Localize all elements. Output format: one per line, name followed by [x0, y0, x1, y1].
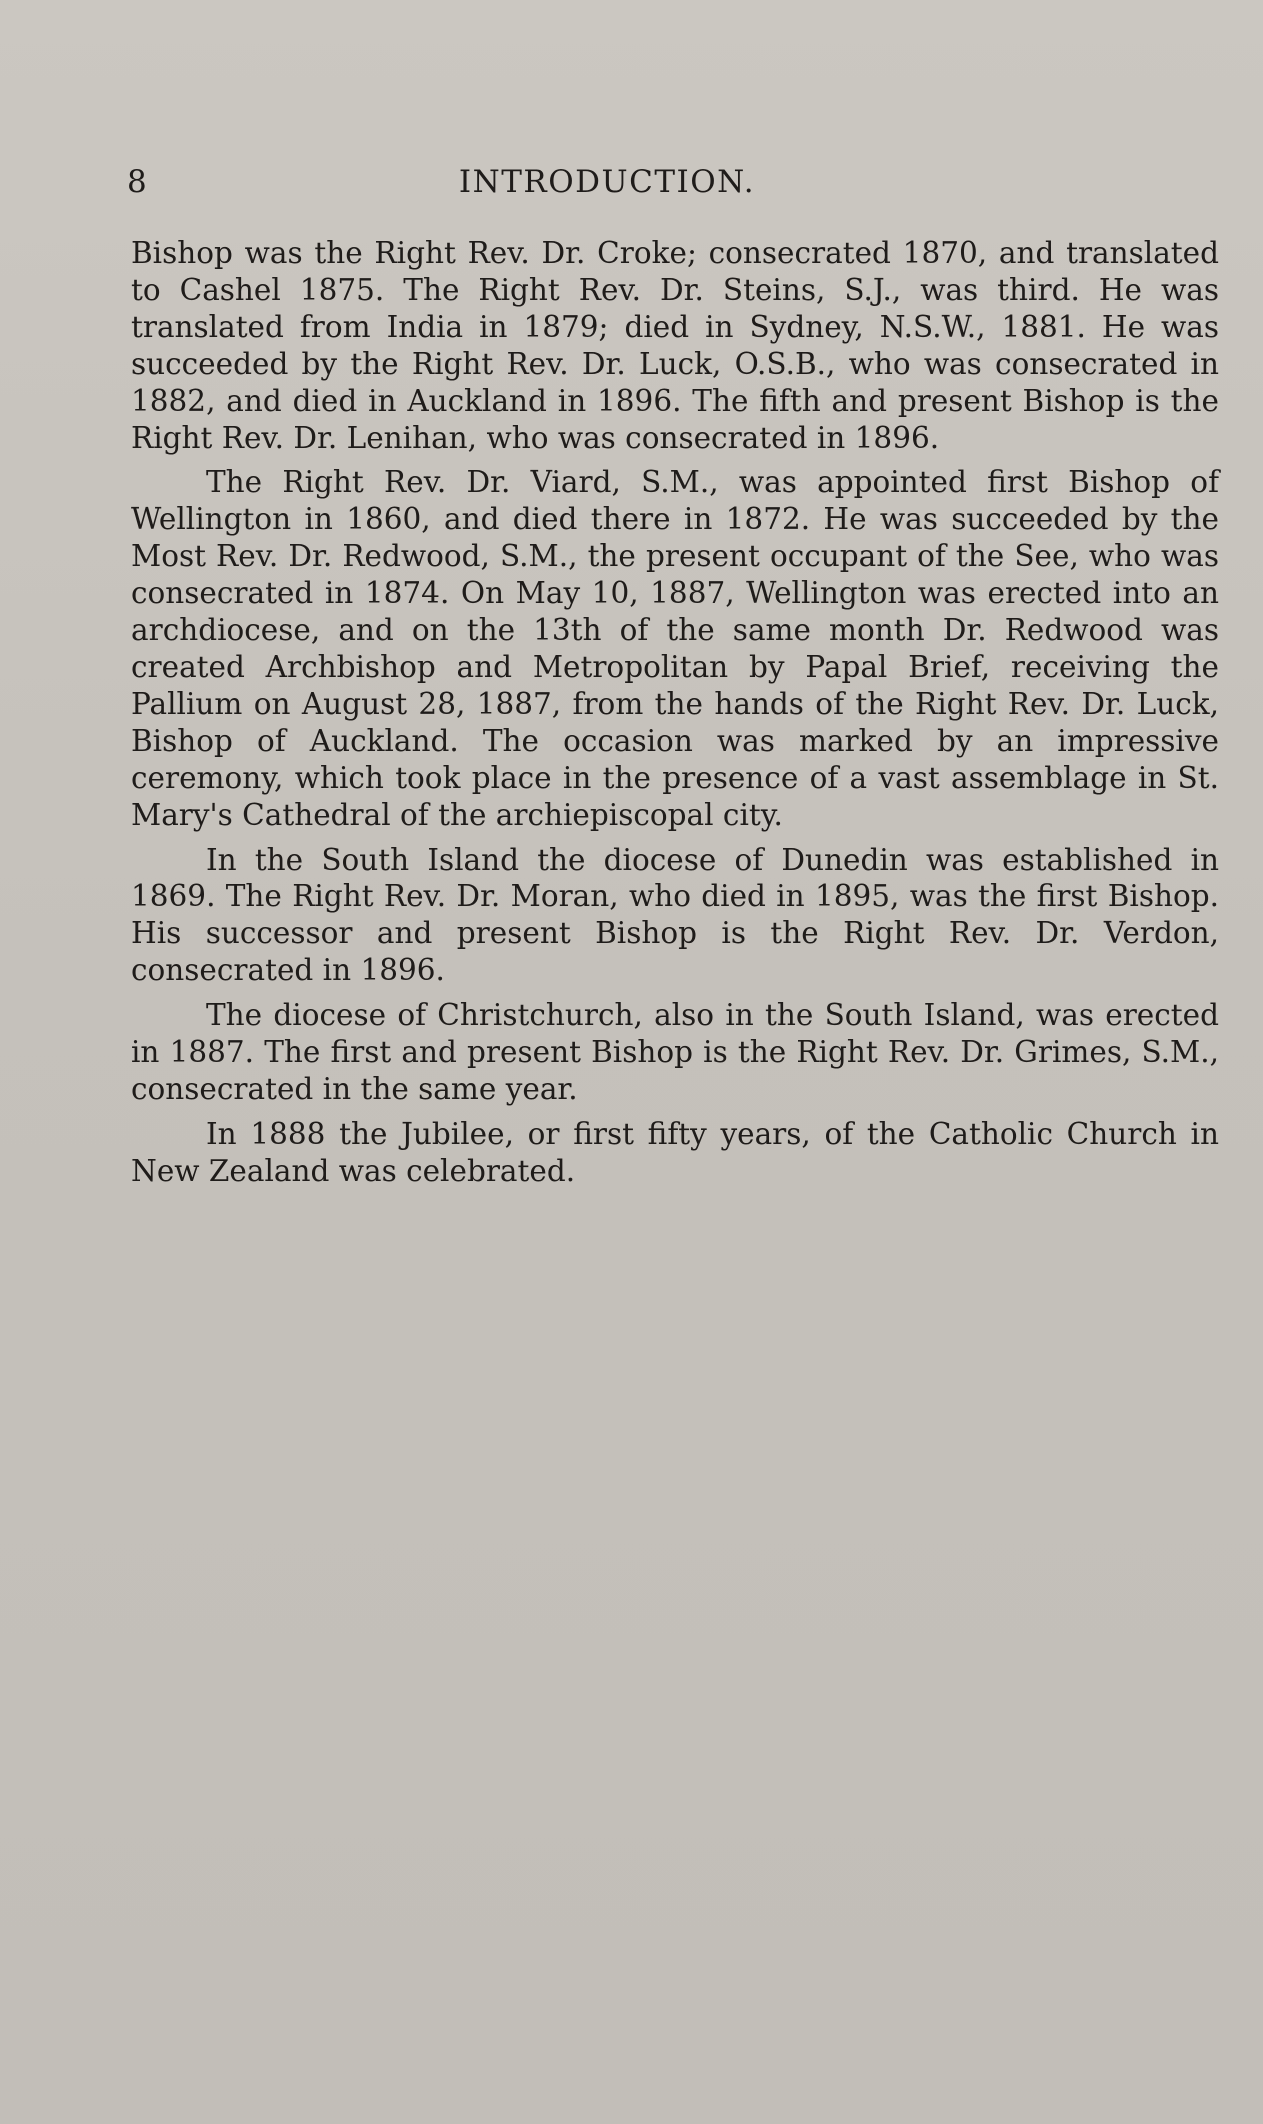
paragraph-jubilee: In 1888 the Jubilee, or first fifty years, of the Catholic Church in New Zealand was celebrated. [131, 1116, 1219, 1188]
page-number: 8 [127, 164, 147, 200]
paragraph-wellington: The Right Rev. Dr. Viard, S.M., was appointed first Bishop of Wellington in 1860, and died there in 1872. He was succeeded by the Most Rev. Dr. Redwood, S.M., the present occupant of the See, who was consecrated in 1874. On May 10, 1887, Wellington was erected into an archdiocese, and on the 13th of the same month Dr. Redwood was created Archbishop and Metropolitan by Papal Brief, receiving the Pallium on August 28, 1887, from the hands of the Right Rev. Dr. Luck, Bishop of Auckland. The occasion was marked by an impressive ceremony, which took place in the presence of a vast assemblage in St. Mary's Cathedral of the archiepiscopal city. [131, 465, 1219, 832]
running-head [127, 160, 1222, 204]
page-title: INTRODUCTION. [458, 164, 756, 200]
paragraph-dunedin: In the South Island the diocese of Dunedin was established in 1869. The Right Rev. Dr. Moran, who died in 1895, was the first Bishop. His successor and present Bishop is the Right Rev. Dr. Verdon, consecrated in 1896. [131, 842, 1219, 988]
body-text [131, 235, 1219, 1198]
paragraph-christchurch: The diocese of Christchurch, also in the South Island, was erected in 1887. The first and present Bishop is the Right Rev. Dr. Grimes, S.M., consecrated in the same year. [131, 998, 1219, 1106]
paragraph-bishops-of-auckland: Bishop was the Right Rev. Dr. Croke; consecrated 1870, and translated to Cashel 1875. The Right Rev. Dr. Steins, S.J., was third. He was translated from India in 1879; died in Sydney, N.S.W., 1881. He was succeeded by the Right Rev. Dr. Luck, O.S.B., who was consecrated in 1882, and died in Auckland in 1896. The fifth and present Bishop is the Right Rev. Dr. Lenihan, who was consecrated in 1896. [131, 236, 1219, 455]
